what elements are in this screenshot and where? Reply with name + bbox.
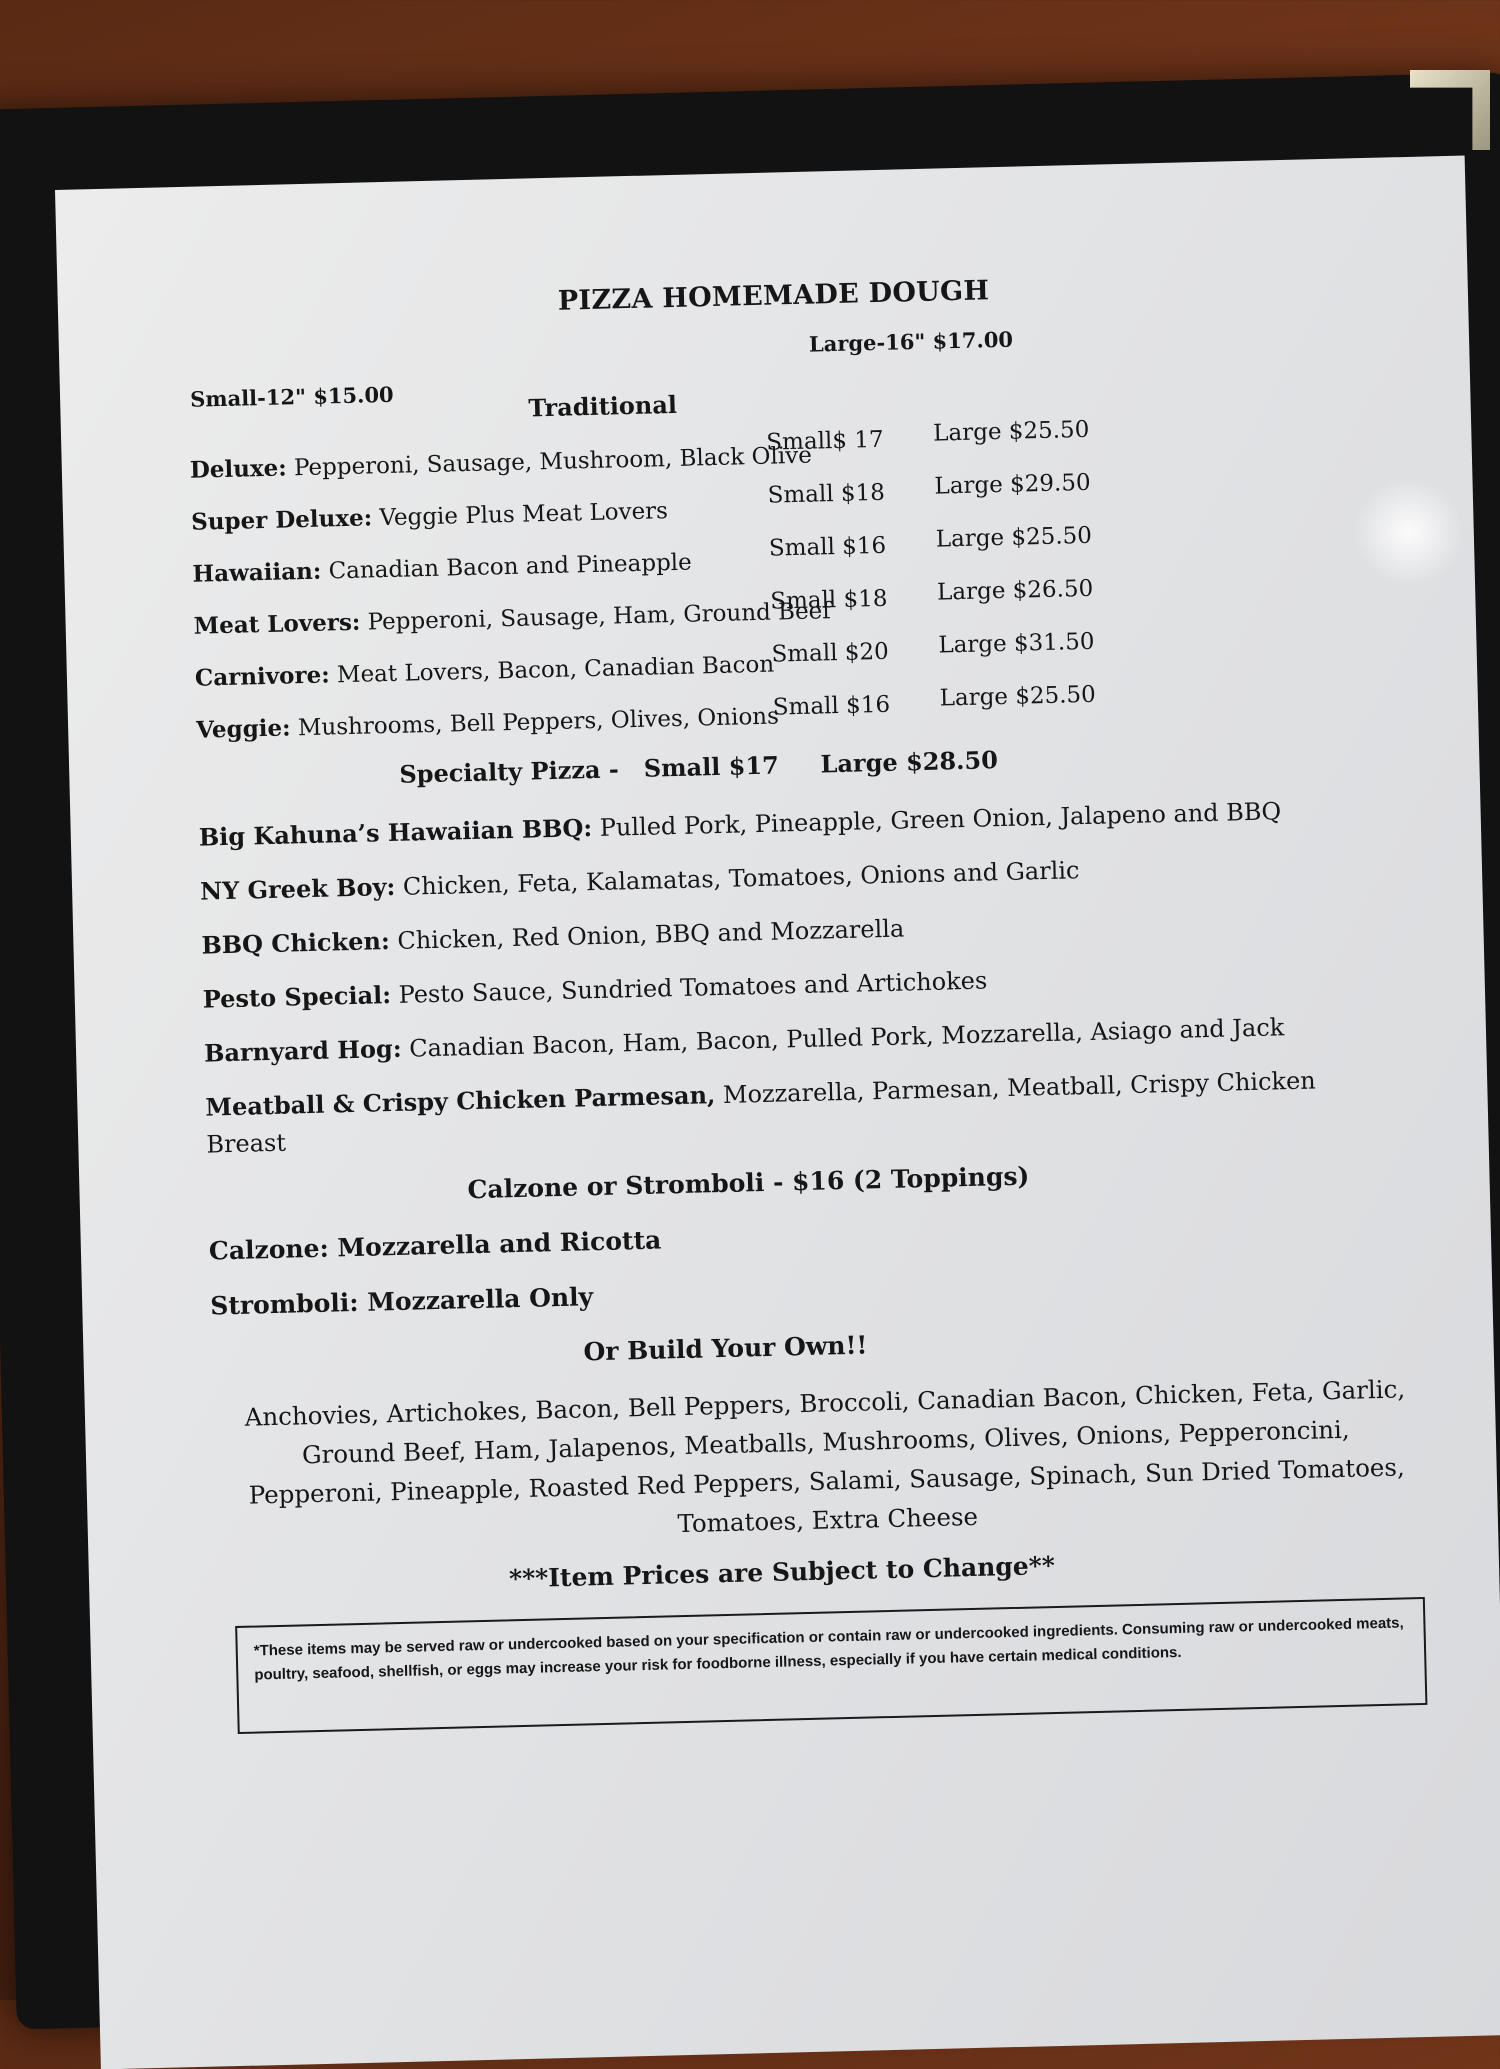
plastic-glare: [1352, 476, 1465, 589]
size-large: Large-16" $17.00: [808, 326, 1014, 357]
disclaimer-box: *These items may be served raw or undercooked based on your specification or contain raw or undercooked ingredients. Consuming raw or undercooked meats, poultry, seafood, shellfish, or eggs may increase your risk for foodborne illness, especially if you have certain medical conditions.: [235, 1597, 1427, 1734]
trad-price-small: Small$ 17: [766, 426, 884, 456]
trad-price-small: Small $18: [769, 585, 888, 615]
trad-item-veggie: Veggie: Mushrooms, Bell Peppers, Olives, Onions: [195, 703, 780, 744]
build-heading: Or Build Your Own!!: [583, 1330, 868, 1367]
stromboli-item: Stromboli: Mozzarella Only: [209, 1282, 594, 1321]
trad-item-super-deluxe: Super Deluxe: Veggie Plus Meat Lovers: [190, 498, 669, 536]
calzone-item: Calzone: Mozzarella and Ricotta: [208, 1225, 662, 1266]
trad-price-large: Large $31.50: [938, 628, 1095, 659]
specialty-item: Pesto Special: Pesto Sauce, Sundried Tomatoes and Artichokes: [202, 966, 988, 1014]
trad-price-small: Small $20: [771, 638, 890, 668]
specialty-item: BBQ Chicken: Chicken, Red Onion, BBQ and Mozzarella: [201, 914, 905, 960]
specialty-item-continued: Breast: [206, 1128, 287, 1159]
menu-title: PIZZA HOMEMADE DOUGH: [557, 275, 990, 317]
specialty-item: Meatball & Crispy Chicken Parmesan, Mozzarella, Parmesan, Meatball, Crispy Chicken: [205, 1066, 1317, 1122]
specialty-item: Big Kahuna’s Hawaiian BBQ: Pulled Pork, Pineapple, Green Onion, Jalapeno and BBQ: [198, 797, 1282, 852]
trad-price-large: Large $26.50: [936, 575, 1094, 606]
trad-item-carnivore: Carnivore: Meat Lovers, Bacon, Canadian Bacon: [194, 651, 775, 692]
toppings-list: Anchovies, Artichokes, Bacon, Bell Peppers, Broccoli, Canadian Bacon, Chicken, Feta, Garlic, Ground Beef, Ham, Jalapenos, Meatballs, Mushrooms, Olives, Onions, Pepperoncini, Pepperoni, Pineapple, Roasted Red Peppers, Salami, Sausage, Spinach, Sun Dried Tomatoes, Tomatoes, Extra Cheese: [244, 1374, 1406, 1539]
specialty-heading: Specialty Pizza - Small $17 Large $28.50: [399, 745, 999, 789]
trad-price-small: Small $16: [772, 691, 891, 721]
menu-sheet: [55, 156, 1500, 2069]
trad-price-small: Small $18: [767, 479, 886, 509]
trad-item-hawaiian: Hawaiian: Canadian Bacon and Pineapple: [192, 549, 693, 588]
trad-price-large: Large $25.50: [939, 681, 1097, 712]
trad-price-small: Small $16: [768, 532, 887, 562]
trad-item-deluxe: Deluxe: Pepperoni, Sausage, Mushroom, Black Olive: [189, 442, 813, 484]
specialty-item: Barnyard Hog: Canadian Bacon, Ham, Bacon, Pulled Pork, Mozzarella, Asiago and Jack: [203, 1013, 1285, 1068]
calzone-heading: Calzone or Stromboli - $16 (2 Toppings): [467, 1161, 1030, 1205]
traditional-heading: Traditional: [528, 389, 678, 423]
trad-price-large: Large $29.50: [934, 469, 1091, 500]
trad-price-large: Large $25.50: [932, 416, 1090, 447]
size-small: Small-12" $15.00: [189, 381, 394, 412]
trad-price-large: Large $25.50: [935, 522, 1093, 553]
price-notice: ***Item Prices are Subject to Change**: [508, 1550, 1056, 1594]
specialty-item: NY Greek Boy: Chicken, Feta, Kalamatas, Tomatoes, Onions and Garlic: [199, 856, 1080, 906]
trad-item-meat-lovers: Meat Lovers: Pepperoni, Sausage, Ham, Ground Beef: [193, 598, 832, 640]
